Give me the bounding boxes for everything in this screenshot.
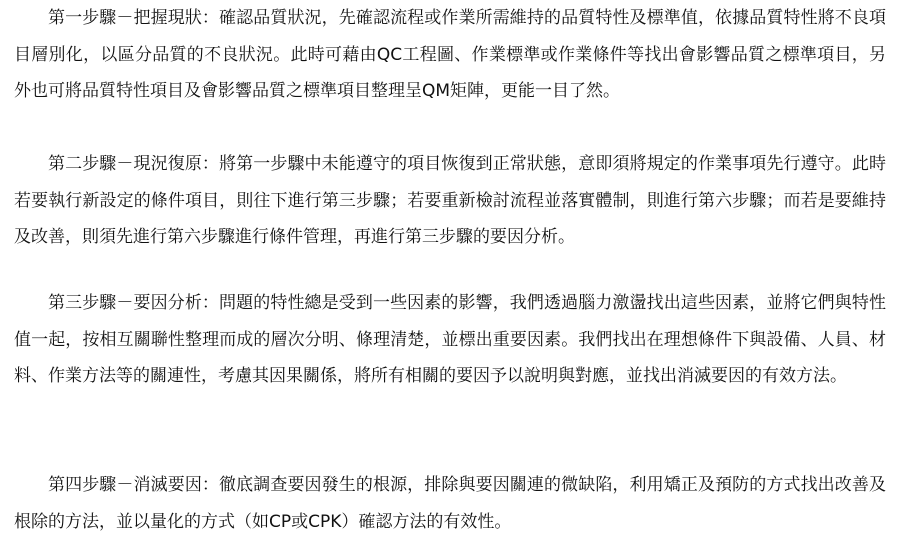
paragraph-step-4: 第四步驟－消滅要因：徹底調查要因發生的根源，排除與要因關連的微缺陷，利用矯正及預防的方式找出改善及根除的方法，並以量化的方式（如CP或CPK）確認方法的有效性。 <box>14 475 886 532</box>
paragraph-step-3: 第三步驟－要因分析：問題的特性總是受到一些因素的影響，我們透過腦力激盪找出這些因素，並將它們與特性值一起，按相互關聯性整理而成的層次分明、條理清楚，並標出重要因素。我們找出在理想條件下與設備、人員、材料、作業方法等的關連性，考慮其因果關係，將所有相關的要因予以說明與對應，並找出消滅要因的有效方法。 <box>14 293 886 387</box>
paragraph-step-1: 第一步驟－把握現狀：確認品質狀況，先確認流程或作業所需維持的品質特性及標準值，依據品質特性將不良項目層別化，以區分品質的不良狀況。此時可藉由QC工程圖、作業標準或作業條件等找出會影響品質之標準項目，另外也可將品質特性項目及會影響品質之標準項目整理呈QM矩陣，更能一目了然。 <box>14 8 886 102</box>
paragraph-step-2: 第二步驟－現況復原：將第一步驟中未能遵守的項目恢復到正常狀態，意即須將規定的作業事項先行遵守。此時若要執行新設定的條件項目，則往下進行第三步驟；若要重新檢討流程並落實體制，則進行第六步驟；而若是要維持及改善，則須先進行第六步驟進行條件管理，再進行第三步驟的要因分析。 <box>14 154 886 248</box>
